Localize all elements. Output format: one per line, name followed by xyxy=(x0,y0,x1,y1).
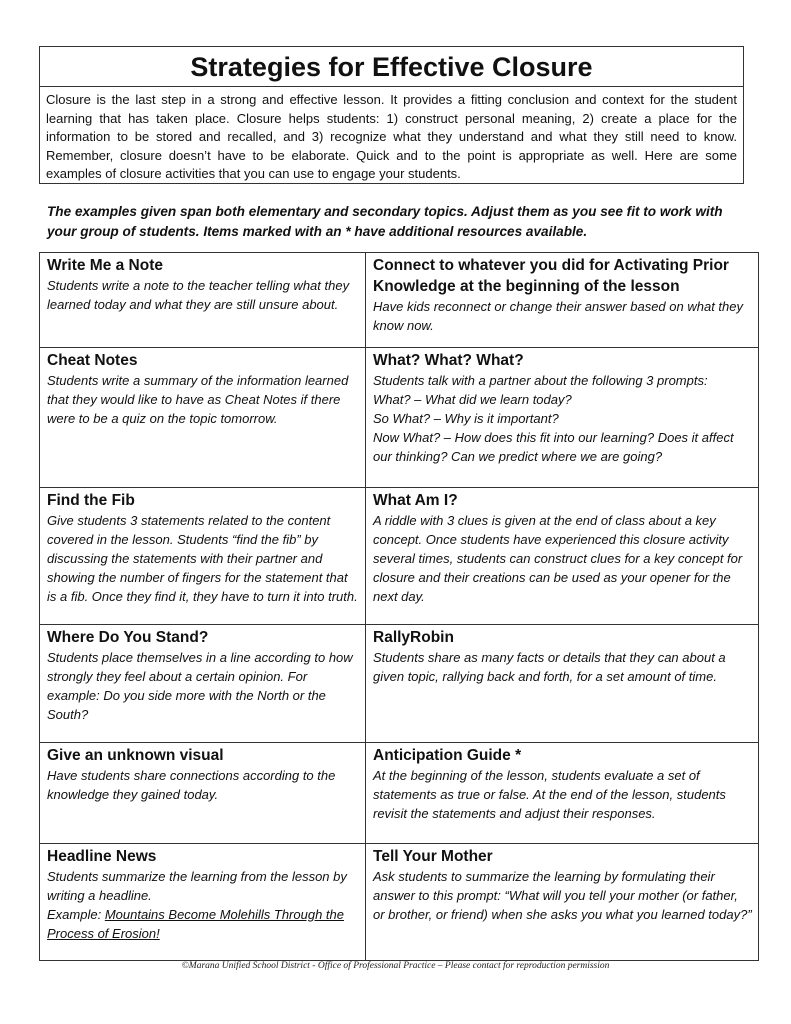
strategy-title: What? What? What? xyxy=(373,352,524,369)
strategy-title: What Am I? xyxy=(373,492,458,509)
table-row xyxy=(40,488,759,625)
copyright-footer: ©Marana Unified School District - Office of Professional Practice – Please contact for reproduction permission xyxy=(181,961,610,971)
intro-paragraph: Closure is the last step in a strong and effective lesson. It provides a fitting conclusion and context for the student learning that has taken place. Closure helps students: 1) construct personal meaning, 2) create a place for the information to be stored and recalled, and 3) recognize what they understand and what they still need to know. Remember, closure doesn’t have to be elaborate. Quick and to the point is appropriate as well. Here are some examples of closure activities that you can use to engage your students. xyxy=(46,92,737,181)
table-row xyxy=(40,253,759,348)
strategy-description: At the beginning of the lesson, students evaluate a set of statements as true or false. At the end of the lesson, students revisit the statements and adjust their responses. xyxy=(373,768,726,821)
page-title: Strategies for Effective Closure xyxy=(40,47,743,87)
strategy-title: Anticipation Guide * xyxy=(373,747,522,764)
strategy-description: Ask students to summarize the learning by formulating their answer to this prompt: “What will you tell your mother (or father, or brother, or friend) when she asks you what you learned today?” xyxy=(373,869,752,922)
strategy-title: Write Me a Note xyxy=(47,257,163,274)
header-box xyxy=(39,46,744,184)
strategy-cell-anticipation-guide xyxy=(366,743,759,844)
strategy-cell-write-me-a-note xyxy=(40,253,366,348)
strategy-title: Headline News xyxy=(47,848,157,865)
strategy-cell-connect-prior-knowledge xyxy=(366,253,759,348)
strategy-title: Give an unknown visual xyxy=(47,747,224,764)
strategy-description: Students share as many facts or details that they can about a given topic, rallying back and forth, for a set amount of time. xyxy=(373,650,726,684)
strategy-cell-headline-news xyxy=(40,844,366,961)
strategy-cell-where-do-you-stand xyxy=(40,625,366,743)
strategy-title: Find the Fib xyxy=(47,492,135,509)
table-row xyxy=(40,743,759,844)
strategy-cell-cheat-notes xyxy=(40,348,366,488)
strategies-table xyxy=(39,252,759,961)
strategy-description: Have kids reconnect or change their answer based on what they know now. xyxy=(373,299,743,333)
strategy-cell-unknown-visual xyxy=(40,743,366,844)
instructions-text: The examples given span both elementary and secondary topics. Adjust them as you see fit to work with your group of students. Items marked with an * have additional resources available. xyxy=(47,204,723,239)
example-prefix: Example: xyxy=(47,907,105,922)
table-row xyxy=(40,844,759,961)
table-row xyxy=(40,348,759,488)
strategy-cell-tell-your-mother xyxy=(366,844,759,961)
strategy-cell-find-the-fib xyxy=(40,488,366,625)
table-row xyxy=(40,625,759,743)
strategy-description: Students write a summary of the information learned that they would like to have as Cheat Notes if there were to be a quiz on the topic tomorrow. xyxy=(47,373,349,426)
strategy-title: RallyRobin xyxy=(373,629,454,646)
strategy-title: Where Do You Stand? xyxy=(47,629,209,646)
strategy-description: Give students 3 statements related to the content covered in the lesson. Students “find the fib” by discussing the statements with their partner and showing the number of fingers for the statement that is a fib. Once they find it, they have to turn it into truth. xyxy=(47,513,358,604)
strategy-description: A riddle with 3 clues is given at the end of class about a key concept. Once students have experienced this closure activity several times, students can construct clues for a key concept for closure and their creations can be used as your opener for the next day. xyxy=(373,513,743,604)
strategy-description: Students place themselves in a line according to how strongly they feel about a certain opinion. For example: Do you side more with the North or the South? xyxy=(47,650,353,722)
strategy-title: Tell Your Mother xyxy=(373,848,493,865)
strategy-title: Cheat Notes xyxy=(47,352,138,369)
strategy-description: Students write a note to the teacher telling what they learned today and what they are still unsure about. xyxy=(47,278,350,312)
strategy-title: Connect to whatever you did for Activating Prior Knowledge at the beginning of the lesson xyxy=(373,257,729,295)
headline-example xyxy=(47,905,359,943)
strategy-cell-rallyrobin xyxy=(366,625,759,743)
strategy-cell-what-am-i xyxy=(366,488,759,625)
strategy-description: Students talk with a partner about the following 3 prompts: What? – What did we learn today? So What? – Why is it important? Now What? – How does this fit into our learning? Does it affect our thinking? Can we predict where we are going? xyxy=(373,373,734,464)
strategy-description: Students summarize the learning from the lesson by writing a headline. xyxy=(47,869,347,903)
example-headline: Mountains Become Molehills Through the Process of Erosion! xyxy=(47,907,344,941)
strategy-description: Have students share connections according to the knowledge they gained today. xyxy=(47,768,336,802)
strategy-cell-what-what-what xyxy=(366,348,759,488)
